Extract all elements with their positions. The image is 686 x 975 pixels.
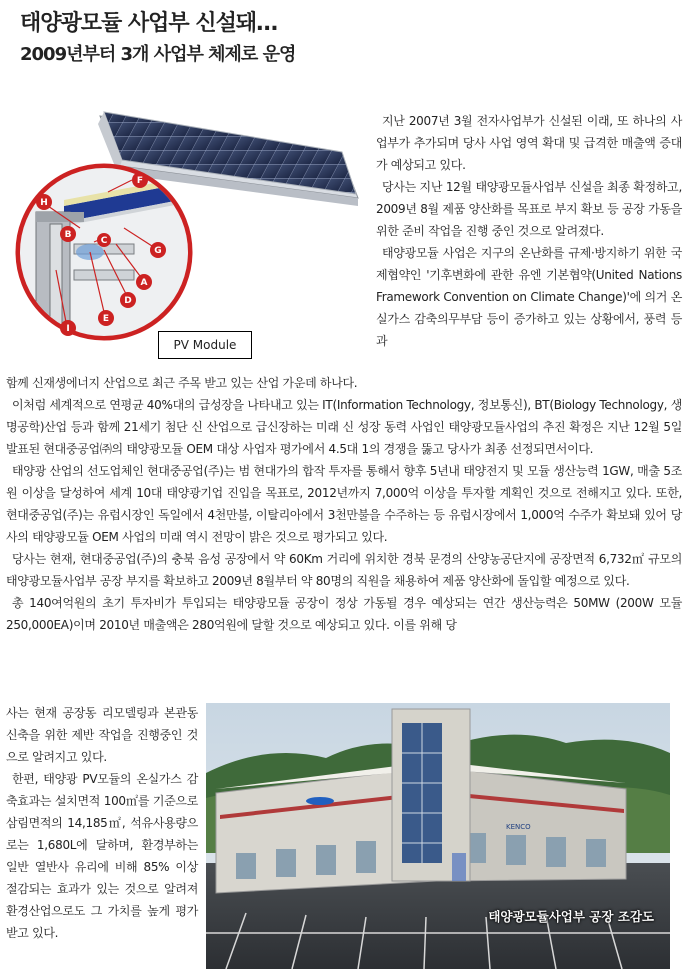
factory-image (206, 703, 670, 969)
article-body-full-width (6, 372, 682, 636)
paragraph: 지난 2007년 3월 전자사업부가 신설된 이래, 또 하나의 사업부가 추가되며 당사 사업 영역 확대 및 급격한 매출액 증대가 예상되고 있다. (376, 114, 682, 172)
paragraph: 이처럼 세계적으로 연평균 40%대의 급성장을 나타내고 있는 IT(Information Technology, 정보통신), BT(Biology Technology, 생명공학)산업 등과 함께 21세기 첨단 신 산업으로 급신장하는 미래 신 성장 동력 사업인 태양광모듈사업의 추진 확정은 지난 12월 5일 발표된 현대중공업㈜의 태양광모듈 OEM 대상 사업자 평가에서 4.5대 1의 경쟁을 뚫고 당사가 최종 선정되면서이다. (6, 398, 682, 456)
pv-label: F (136, 176, 144, 186)
pv-module-illustration (12, 94, 366, 366)
pv-module-caption: PV Module (158, 331, 252, 359)
article-column-left (6, 702, 198, 944)
article-column-right (376, 110, 682, 352)
factory-rendering (206, 703, 670, 969)
pv-label: C (100, 236, 108, 246)
building-sign: KENCO (506, 823, 531, 831)
paragraph: 태양광 산업의 선도업체인 현대중공업(주)는 범 현대가의 합작 투자를 통해서 향후 5년내 태양전지 및 모듈 생산능력 1GW, 매출 5조원 이상을 달성하여 세계 10대 태양광기업 진입을 목표로, 2012년까지 7,000억 이상을 투자할 계획인 것으로 전해지고 있다. 또한, 현대중공업(주)는 유럽시장인 독일에서 4천만불, 이탈리아에서 3천만불을 수주하는 등 유럽시장에서 1,000억 수주가 확보돼 있어 당사의 태양광모듈 OEM 사업의 미래 역시 전망이 밝은 것으로 평가되고 있다. (6, 464, 682, 544)
pv-label: H (40, 198, 48, 208)
pv-label: B (64, 230, 72, 240)
paragraph: 당사는 현재, 현대중공업(주)의 충북 음성 공장에서 약 60Km 거리에 위치한 경북 문경의 산양농공단지에 공장면적 6,732㎡ 규모의 태양광모듈사업부 공장 부지를 확보하고 2009년 8월부터 약 80명의 직원을 채용하여 제품 양산화에 돌입할 예정으로 있다. (6, 552, 682, 588)
paragraph: 함께 신재생에너지 산업으로 최근 주목 받고 있는 산업 가운데 하나다. (6, 376, 358, 390)
factory-caption: 태양광모듈사업부 공장 조감도 (488, 909, 654, 924)
pv-label: A (140, 278, 148, 288)
paragraph: 한편, 태양광 PV모듈의 온실가스 감축효과는 설치면적 100㎡를 기준으로 삼림면적의 14,185㎡, 석유사용량으로는 1,680L에 달하며, 환경부하는 일반 열반사 유리에 비해 85% 이상 절감되는 효과가 있는 것으로 알려져 환경산업으로도 그 가치를 높게 평가 받고 있다. (6, 772, 198, 940)
pv-label: D (124, 296, 132, 306)
pv-label: G (154, 246, 162, 256)
pv-label: I (66, 324, 70, 334)
paragraph: 사는 현재 공장동 리모델링과 본관동 신축을 위한 제반 작업을 진행중인 것으로 알려지고 있다. (6, 706, 198, 764)
paragraph: 태양광모듈 사업은 지구의 온난화를 규제·방지하기 위한 국제협약인 '기후변화에 관한 유엔 기본협약(United Nations Framework Convention on Climate Change)'에 의거 온실가스 감축의무부담 등이 증가하고 있는 상황에서, 풍력 등과 (376, 246, 682, 348)
paragraph: 총 140여억원의 초기 투자비가 투입되는 태양광모듈 공장이 정상 가동될 경우 예상되는 연간 생산능력은 50MW (200W 모듈 250,000EA)이며 2010년 매출액은 280억원에 달할 것으로 예상되고 있다. 이를 위해 당 (6, 596, 682, 632)
article-subtitle: 2009년부터 3개 사업부 체제로 운영 (20, 44, 296, 65)
article-title: 태양광모듈 사업부 신설돼… (20, 11, 278, 36)
paragraph: 당사는 지난 12월 태양광모듈사업부 신설을 최종 확정하고, 2009년 8월 제품 양산화를 목표로 부지 확보 등 공장 가동을 위한 준비 작업을 진행 중인 것으로 알려졌다. (376, 180, 682, 238)
pv-label: E (102, 314, 110, 324)
